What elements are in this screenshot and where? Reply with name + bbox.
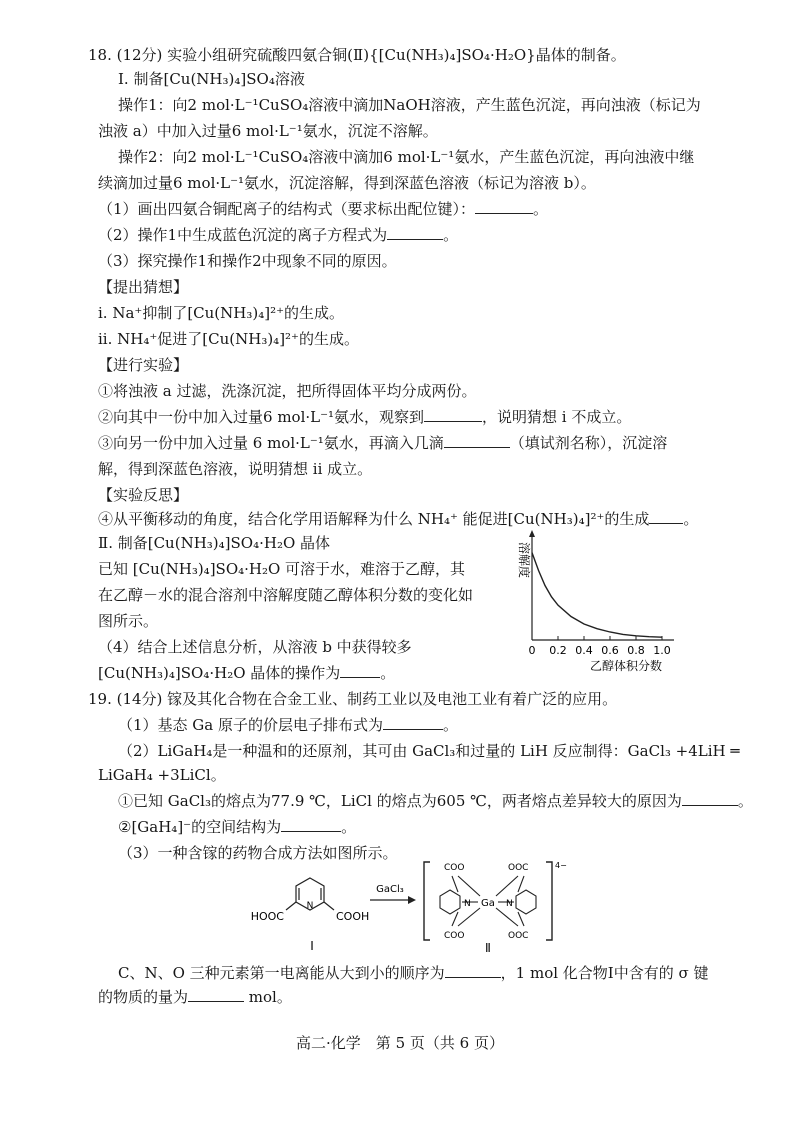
reaction-arrow-head-icon	[408, 896, 416, 904]
compound-2-label: Ⅱ	[485, 941, 491, 955]
reaction-scheme	[250, 856, 578, 956]
sub-question-2: （2）操作1中生成蓝色沉淀的离子方程式为 。	[98, 226, 459, 244]
experiment-step-3-tail: （填试剂名称），沉淀溶	[509, 434, 668, 452]
complex-right-n: N	[506, 899, 513, 909]
known-info-line3: 图所示。	[98, 612, 159, 630]
reflection-question: ④从平衡移动的角度，结合化学用语解释为什么 NH₄⁺ 能促进[Cu(NH₃)₄]²⁺的生成 。	[98, 510, 699, 528]
solubility-chart-svg	[508, 528, 708, 674]
answer-blank[interactable]	[188, 987, 244, 1002]
known-info-line2: 在乙醇－水的混合溶剂中溶解度随乙醇体积分数的变化如	[98, 586, 474, 604]
part1-heading: Ⅰ. 制备[Cu(NH₃)₄]SO₄溶液	[118, 70, 305, 88]
complex-right-ring	[496, 876, 536, 926]
compound-1-label: Ⅰ	[310, 939, 314, 953]
complex-charge: 4−	[555, 861, 567, 870]
q19-heading: 19. (14分) 镓及其化合物在合金工业、制药工业以及电池工业有着广泛的应用。	[88, 690, 618, 708]
reagent-label: GaCl₃	[376, 884, 404, 895]
x-tick-label: 0.2	[549, 644, 567, 657]
experiment-step-2-tail: ，说明猜想 i 不成立。	[482, 408, 632, 426]
q19-spatial-structure-text: ②[GaH₄]⁻的空间结构为	[118, 818, 282, 836]
answer-blank[interactable]	[445, 963, 501, 978]
operation1-line1: 操作1：向2 mol·L⁻¹CuSO₄溶液中滴加NaOH溶液，产生蓝色沉淀，再向浊液（标记为	[118, 96, 701, 114]
compound-1-left-group: HOOC	[250, 910, 284, 923]
x-tick-label: 0.4	[575, 644, 593, 657]
complex-coo-bottom: COO	[444, 931, 465, 941]
q19-spatial-structure-question: ②[GaH₄]⁻的空间结构为 。	[118, 818, 357, 836]
complex-left-n: N	[464, 899, 471, 909]
sub-question-4: （4）结合上述信息分析，从溶液 b 中获得较多	[98, 638, 412, 656]
q19-sub-question-1: （1）基态 Ga 原子的价层电子排布式为 。	[118, 716, 459, 734]
gallium-center: Ga	[481, 898, 495, 909]
complex-ooc-top: OOC	[508, 863, 529, 873]
operation2-line2: 续滴加过量6 mol·L⁻¹氨水，沉淀溶解，得到深蓝色溶液（标记为溶液 b）。	[98, 174, 596, 192]
guess-1: i. Na⁺抑制了[Cu(NH₃)₄]²⁺的生成。	[98, 304, 345, 322]
page-footer: 高二·化学 第 5 页（共 6 页）	[296, 1034, 504, 1052]
left-bracket	[424, 862, 430, 940]
right-bracket	[546, 862, 552, 940]
q19-sub-question-3: （3）一种含镓的药物合成方法如图所示。	[118, 844, 398, 862]
experiment-step-2-text: ②向其中一份中加入过量6 mol·L⁻¹氨水，观察到	[98, 408, 425, 426]
reflection-title: 【实验反思】	[98, 486, 189, 504]
part2-heading: Ⅱ. 制备[Cu(NH₃)₄]SO₄·H₂O 晶体	[98, 534, 331, 552]
answer-blank[interactable]	[387, 225, 443, 240]
complex-coo-top: COO	[444, 863, 465, 873]
q19-melting-point-text: ①已知 GaCl₃的熔点为77.9 ℃，LiCl 的熔点为605 ℃，两者熔点差异较大的原因为	[118, 792, 682, 810]
sub-question-3: （3）探究操作1和操作2中现象不同的原因。	[98, 252, 397, 270]
solubility-curve	[532, 553, 662, 638]
q19-ionization-text: C、N、O 三种元素第一电离能从大到小的顺序为	[118, 964, 445, 982]
experiment-title: 【进行实验】	[98, 356, 189, 374]
q19-ionization-question	[118, 962, 709, 984]
answer-blank[interactable]	[340, 663, 380, 678]
x-tick-label: 0	[528, 644, 536, 657]
answer-blank[interactable]	[682, 791, 738, 806]
answer-blank[interactable]	[649, 509, 683, 524]
answer-blank[interactable]	[281, 817, 341, 832]
guess-2: ii. NH₄⁺促进了[Cu(NH₃)₄]²⁺的生成。	[98, 330, 359, 348]
answer-blank[interactable]	[424, 407, 482, 422]
q19-melting-point-question: ①已知 GaCl₃的熔点为77.9 ℃，LiCl 的熔点为605 ℃，两者熔点差异较大的原因为 。	[118, 792, 753, 810]
x-tick-label: 0.8	[627, 644, 645, 657]
answer-blank[interactable]	[444, 433, 510, 448]
answer-blank[interactable]	[383, 715, 443, 730]
compound-1-right-group: COOH	[336, 910, 370, 923]
compound-1-n-label: N	[306, 901, 314, 911]
q19-sub-question-1-text: （1）基态 Ga 原子的价层电子排布式为	[118, 716, 384, 734]
q19-sigma-bond-lead: 的物质的量为	[98, 988, 189, 1006]
y-axis-label: 溶解度	[517, 541, 531, 579]
q19-sigma-bond-text: ，1 mol 化合物Ⅰ中含有的 σ 键	[500, 964, 709, 982]
known-info-line1: 已知 [Cu(NH₃)₄]SO₄·H₂O 可溶于水，难溶于乙醇，其	[98, 560, 466, 578]
q19-sub-question-2: （2）LiGaH₄是一种温和的还原剂，其可由 GaCl₃和过量的 LiH 反应制得：GaCl₃ +4LiH ═	[118, 742, 740, 760]
reaction-scheme-svg	[250, 856, 578, 956]
sub-question-1-text: （1）画出四氨合铜配离子的结构式（要求标出配位键）：	[98, 200, 476, 218]
sub-question-1: （1）画出四氨合铜配离子的结构式（要求标出配位键）： 。	[98, 200, 549, 218]
reflection-text: ④从平衡移动的角度，结合化学用语解释为什么 NH₄⁺ 能促进[Cu(NH₃)₄]²⁺的生成	[98, 510, 650, 528]
q19-sigma-bond-question	[98, 986, 292, 1008]
q18-heading: 18. (12分) 实验小组研究硫酸四氨合铜(Ⅱ){[Cu(NH₃)₄]SO₄·H₂O}晶体的制备。	[88, 46, 626, 64]
answer-blank[interactable]	[475, 199, 533, 214]
sub-question-4-cont: [Cu(NH₃)₄]SO₄·H₂O 晶体的操作为 。	[98, 664, 396, 682]
sub-question-2-text: （2）操作1中生成蓝色沉淀的离子方程式为	[98, 226, 388, 244]
experiment-step-3-text: ③向另一份中加入过量 6 mol·L⁻¹氨水，再滴入几滴	[98, 434, 444, 452]
operation1-line2: 浊液 a）中加入过量6 mol·L⁻¹氨水，沉淀不溶解。	[98, 122, 438, 140]
operation2-line1: 操作2：向2 mol·L⁻¹CuSO₄溶液中滴加6 mol·L⁻¹氨水，产生蓝色沉淀，再向浊液中继	[118, 148, 695, 166]
experiment-step-3-cont: 解，得到深蓝色溶液，说明猜想 ii 成立。	[98, 460, 373, 478]
experiment-step-2	[98, 406, 631, 428]
x-tick-label: 0.6	[601, 644, 619, 657]
complex-left-ring	[440, 876, 480, 926]
x-axis-label: 乙醇体积分数	[589, 659, 663, 673]
sub-question-4-text: [Cu(NH₃)₄]SO₄·H₂O 晶体的操作为	[98, 664, 341, 682]
guess-title: 【提出猜想】	[98, 278, 189, 296]
x-tick-label: 1.0	[653, 644, 671, 657]
q19-sub-question-2-equation: LiGaH₄ +3LiCl。	[98, 766, 226, 784]
solubility-chart	[508, 528, 708, 674]
q19-sigma-bond-unit: mol。	[248, 988, 292, 1006]
complex-ooc-bottom: OOC	[508, 931, 529, 941]
experiment-step-3	[98, 432, 667, 454]
experiment-step-1: ①将浊液 a 过滤，洗涤沉淀，把所得固体平均分成两份。	[98, 382, 477, 400]
y-axis-arrow-icon	[529, 530, 535, 537]
